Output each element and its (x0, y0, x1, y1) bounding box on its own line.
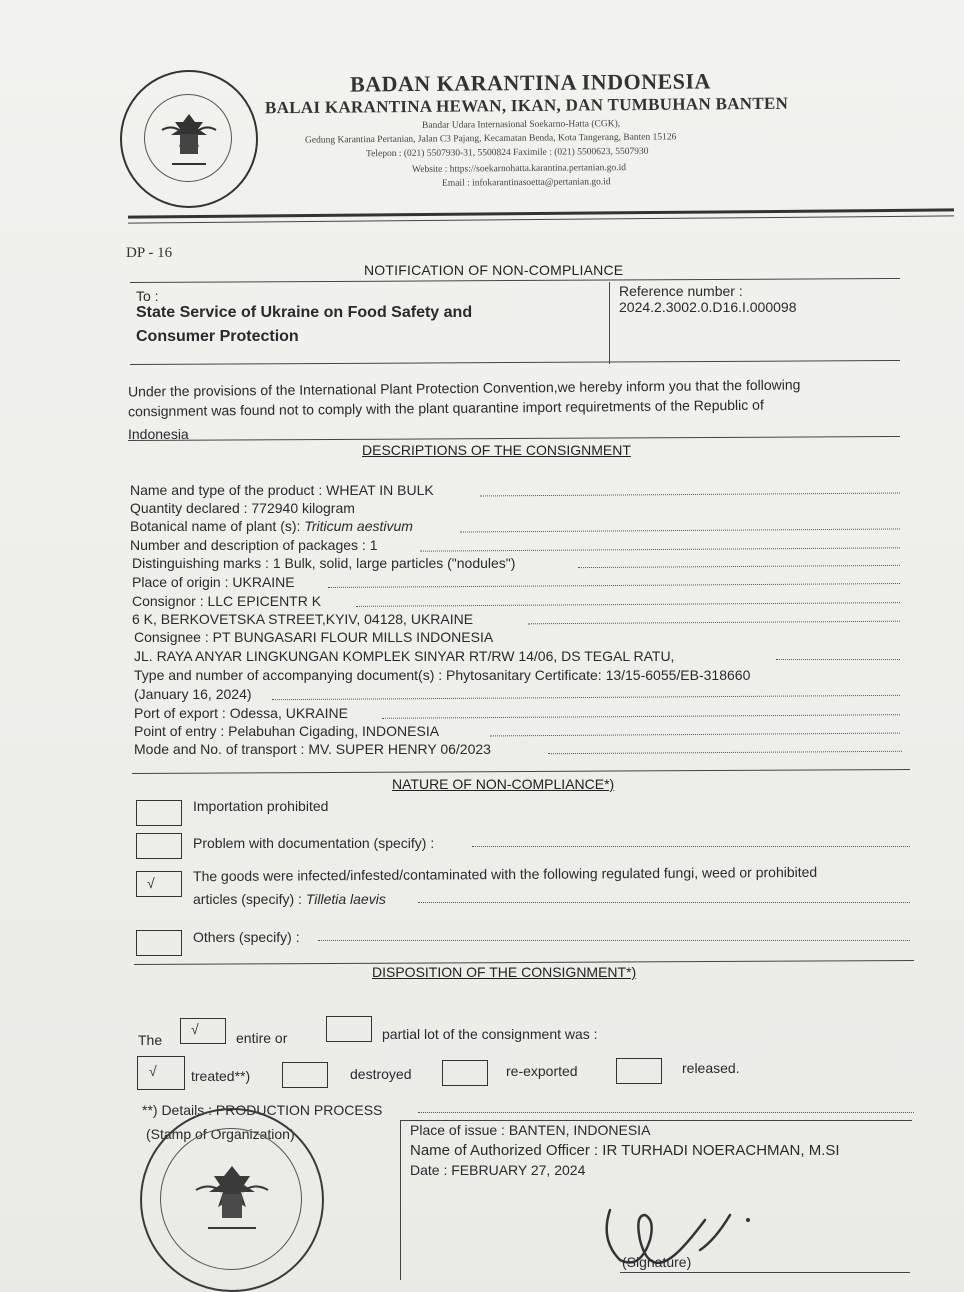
importation-prohibited-label: Importation prohibited (193, 798, 329, 814)
website-line: Website : https://soekarnohatta.karantina.pertanian.go.id (411, 163, 627, 175)
intro-line-3: Indonesia (128, 426, 189, 442)
phone-line: Telepon : (021) 5507930-31, 5500824 Faximile : (021) 5500623, 5507930 (365, 146, 649, 160)
contamination-label-2: articles (specify) : Tilletia laevis (193, 891, 386, 907)
partial-label: partial lot of the consignment was : (382, 1026, 598, 1042)
consignment-rule (132, 769, 910, 774)
documentation-problem-label: Problem with documentation (specify) : (193, 835, 435, 851)
footer-rule (400, 1120, 912, 1121)
address-line-2: Gedung Karantina Pertanian, Jalan C3 Pajang, Kecamatan Benda, Kota Tangerang, Banten 15126 (304, 132, 677, 146)
the-label: The (138, 1032, 163, 1048)
entire-checkbox[interactable] (180, 1018, 226, 1044)
form-title: NOTIFICATION OF NON-COMPLIANCE (364, 262, 624, 278)
disposition-heading: DISPOSITION OF THE CONSIGNMENT*) (372, 964, 637, 980)
treated-checkbox[interactable] (137, 1056, 185, 1090)
box-divider (609, 282, 610, 364)
product-field: Name and type of the product : WHEAT IN BULK (130, 482, 434, 498)
details-field: **) Details : PRODUCTION PROCESS (142, 1102, 383, 1118)
authorized-officer: Name of Authorized Officer : IR TURHADI NOERACHMAN, M.SI (410, 1142, 840, 1159)
consignee-field: Consignee : PT BUNGASARI FLOUR MILLS INDONESIA (134, 629, 494, 645)
reexported-checkbox[interactable] (442, 1060, 488, 1086)
form-code: DP - 16 (126, 245, 173, 261)
botanical-value: Triticum aestivum (304, 518, 413, 534)
address-line-1: Bandar Udara Internasional Soekarno-Hatta (CGK), (421, 119, 621, 131)
document-date: (January 16, 2024) (134, 686, 252, 702)
document-field: Type and number of accompanying document(s) : Phytosanitary Certificate: 13/15-6055/EB-318660 (134, 667, 751, 683)
consignor-address: 6 K, BERKOVETSKA STREET,KYIV, 04128, UKRAINE (132, 611, 474, 627)
office-name: BALAI KARANTINA HEWAN, IKAN, DAN TUMBUHAN BANTEN (264, 93, 789, 118)
signature-rule (620, 1272, 910, 1273)
packages-field: Number and description of packages : 1 (130, 537, 378, 553)
official-stamp (140, 1108, 324, 1292)
check-mark-icon: √ (191, 1021, 199, 1037)
origin-field: Place of origin : UKRAINE (132, 574, 295, 590)
reexported-label: re-exported (506, 1063, 578, 1079)
issue-date: Date : FEBRUARY 27, 2024 (410, 1162, 586, 1178)
entire-label: entire or (236, 1030, 288, 1046)
intro-rule (128, 436, 900, 441)
title-rule (130, 278, 900, 283)
recipient-line-1: State Service of Ukraine on Food Safety and (136, 304, 473, 321)
eagle-emblem-icon (142, 1110, 322, 1290)
destroyed-checkbox[interactable] (282, 1062, 328, 1088)
consignor-field: Consignor : LLC EPICENTR K (132, 593, 322, 609)
partial-checkbox[interactable] (326, 1016, 372, 1042)
check-mark-icon: √ (149, 1063, 157, 1079)
released-checkbox[interactable] (616, 1058, 662, 1084)
transport-field: Mode and No. of transport : MV. SUPER HENRY 06/2023 (134, 741, 491, 757)
contaminant-value: Tilletia laevis (305, 891, 386, 907)
reference-label: Reference number : (619, 283, 743, 299)
marks-field: Distinguishing marks : 1 Bulk, solid, large particles ("nodules") (132, 555, 516, 571)
footer-divider (400, 1120, 401, 1280)
documentation-problem-checkbox[interactable] (136, 833, 182, 859)
contamination-checkbox[interactable] (136, 871, 182, 897)
to-label: To : (136, 288, 159, 304)
contamination-label-1: The goods were infected/infested/contaminated with the following regulated fungi, weed or prohibited (192, 863, 818, 885)
treated-label: treated**) (191, 1068, 251, 1084)
port-entry-field: Point of entry : Pelabuhan Cigading, INDONESIA (134, 723, 440, 739)
reference-number: 2024.2.3002.0.D16.I.000098 (619, 299, 797, 315)
intro-line-2: consignment was found not to comply with the plant quarantine import requiretments of the Republic of (127, 396, 764, 420)
destroyed-label: destroyed (350, 1066, 412, 1082)
recipient-line-2: Consumer Protection (136, 328, 299, 345)
box-rule (130, 360, 900, 365)
check-mark-icon: √ (147, 875, 155, 891)
signature-label: (Signature) (622, 1254, 692, 1270)
released-label: released. (682, 1060, 740, 1076)
importation-prohibited-checkbox[interactable] (136, 800, 182, 826)
consignment-heading: DESCRIPTIONS OF THE CONSIGNMENT (362, 442, 631, 458)
consignee-address: JL. RAYA ANYAR LINGKUNGAN KOMPLEK SINYAR RT/RW 14/06, DS TEGAL RATU, (134, 648, 675, 664)
quantity-field: Quantity declared : 772940 kilogram (130, 500, 355, 516)
botanical-field: Botanical name of plant (s): Triticum aestivum (130, 518, 413, 534)
nature-heading: NATURE OF NON-COMPLIANCE*) (392, 776, 615, 792)
others-label: Others (specify) : (193, 929, 300, 945)
intro-line-1: Under the provisions of the International Plant Protection Convention,we hereby inform you that the following (127, 376, 801, 400)
port-export-field: Port of export : Odessa, UKRAINE (134, 705, 348, 721)
eagle-emblem-icon (122, 72, 256, 206)
others-checkbox[interactable] (136, 930, 182, 956)
stamp-label: (Stamp of Organization) (146, 1126, 295, 1142)
place-of-issue: Place of issue : BANTEN, INDONESIA (410, 1122, 651, 1138)
agency-name: BADAN KARANTINA INDONESIA (349, 68, 711, 97)
agency-logo (120, 70, 258, 208)
email-line: Email : infokarantinasoetta@pertanian.go.id (441, 177, 611, 189)
